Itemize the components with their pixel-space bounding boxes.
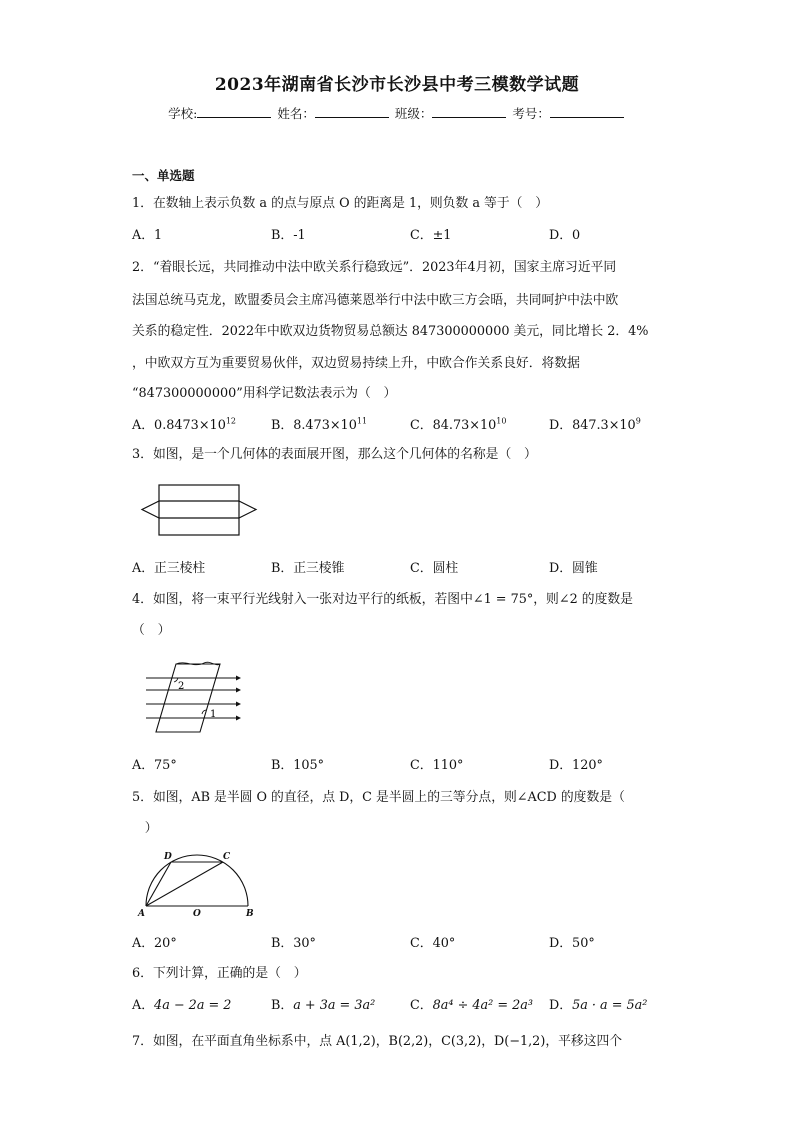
point-o-label: O xyxy=(193,909,201,919)
option-a: A．20° xyxy=(132,936,177,951)
option-d: D．$847.3\times 10^9$ xyxy=(549,416,641,433)
question-3-text: 3．如图，是一个几何体的表面展开图，那么这个几何体的名称是（ ） xyxy=(132,447,537,462)
point-d-label: D xyxy=(164,852,172,862)
question-2-line-4: ，中欧双方互为重要贸易伙伴，双边贸易持续上升，中欧合作关系良好．将数据 xyxy=(132,356,580,371)
student-info-row xyxy=(0,104,794,122)
option-d: D．5a · a = 5a² xyxy=(549,998,648,1013)
option-b: B．30° xyxy=(271,936,316,951)
option-a: A．1 xyxy=(132,228,163,243)
option-d: D．50° xyxy=(549,936,595,951)
question-1-options xyxy=(132,224,692,244)
question-4-line-1: 4．如图，将一束平行光线射入一张对边平行的纸板，若图中∠1 = 75°，则∠2 的度数是 xyxy=(132,592,633,607)
option-c: C．$84.73\times 10^{10}$ xyxy=(410,416,507,433)
option-a: A．75° xyxy=(132,758,177,773)
option-c: C．8a⁴ ÷ 4a² = 2a³ xyxy=(410,998,534,1013)
option-b: B．105° xyxy=(271,758,325,773)
question-4-line-2: （ ） xyxy=(132,623,171,638)
question-2-line-1: 2．“着眼长远，共同推动中法中欧关系行稳致远”．2023年4月初，国家主席习近平同 xyxy=(132,260,617,275)
exam-number-blank xyxy=(550,104,624,118)
option-c: C．110° xyxy=(410,758,464,773)
option-d: D．0 xyxy=(549,228,581,243)
section-heading: 一、单选题 xyxy=(132,168,195,183)
option-b: B．-1 xyxy=(271,228,306,243)
school-blank xyxy=(197,104,271,118)
option-a: A．正三棱柱 xyxy=(132,561,206,576)
class-label: 班级： xyxy=(394,106,433,121)
angle-2-label: 2 xyxy=(178,681,185,692)
question-2-line-3: 关系的稳定性．2022年中欧双边货物贸易总额达 847300000000 美元，同比增长 2．4% xyxy=(132,324,649,339)
question-6-options xyxy=(132,994,692,1014)
option-d: D．圆锥 xyxy=(549,561,598,576)
angle-1-label: 1 xyxy=(210,709,217,720)
parallel-light-figure xyxy=(144,660,244,738)
option-c: C．圆柱 xyxy=(410,561,459,576)
name-label: 姓名： xyxy=(277,106,315,121)
option-a: A．$0.8473\times 10^{12}$ xyxy=(132,416,237,433)
option-c: C．40° xyxy=(410,936,456,951)
option-b: B．正三棱锥 xyxy=(271,561,345,576)
question-5-line-1: 5．如图，AB 是半圆 O 的直径，点 D，C 是半圆上的三等分点，则∠ACD 的度数是（ xyxy=(132,790,625,805)
class-blank xyxy=(432,104,506,118)
question-7-text: 7．如图，在平面直角坐标系中，点 A(1,2)，B(2,2)，C(3,2)，D(−1,2)，平移这四个 xyxy=(132,1034,623,1049)
option-a: A．4a − 2a = 2 xyxy=(132,998,232,1013)
option-c: C．±1 xyxy=(410,228,452,243)
question-2-line-2: 法国总统马克龙，欧盟委员会主席冯德莱恩举行中法中欧三方会晤，共同呵护中法中欧 xyxy=(132,293,619,308)
option-b: B．a + 3a = 3a² xyxy=(271,998,376,1013)
exam-number-label: 考号： xyxy=(512,106,550,121)
question-4-options xyxy=(132,754,692,774)
question-6-text: 6．下列计算，正确的是（ ） xyxy=(132,966,307,981)
page-title: 2023年湖南省长沙市长沙县中考三模数学试题 xyxy=(214,75,580,95)
option-b: B．$8.473\times 10^{11}$ xyxy=(271,416,368,433)
school-label: 学校: xyxy=(168,106,198,121)
point-b-label: B xyxy=(246,909,254,919)
question-2-line-5: “847300000000”用科学记数法表示为（ ） xyxy=(132,386,397,401)
point-c-label: C xyxy=(223,852,231,862)
option-d: D．120° xyxy=(549,758,603,773)
prism-net-figure xyxy=(140,484,260,536)
point-a-label: A xyxy=(138,909,145,919)
name-blank xyxy=(315,104,389,118)
question-3-options xyxy=(132,557,692,577)
question-1-text: 1．在数轴上表示负数 a 的点与原点 O 的距离是 1，则负数 a 等于（ ） xyxy=(132,196,549,211)
question-2-options xyxy=(132,414,692,434)
semicircle-figure xyxy=(136,848,262,920)
question-5-options xyxy=(132,932,692,952)
question-5-line-2: ） xyxy=(132,821,158,836)
